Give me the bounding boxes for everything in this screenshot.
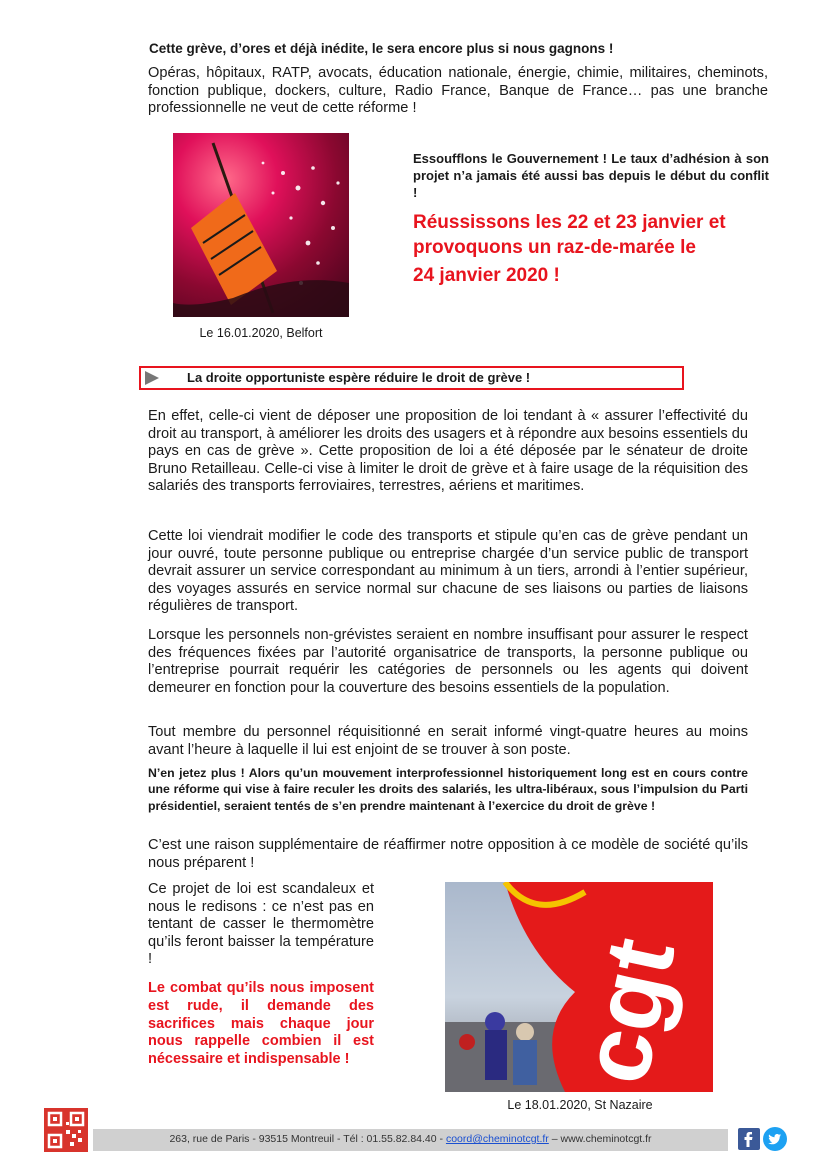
flag-text: cgt [560, 929, 696, 1092]
st-nazaire-caption: Le 18.01.2020, St Nazaire [507, 1098, 653, 1112]
flag-illustration [173, 133, 349, 317]
callout-red-line-3: 24 janvier 2020 ! [413, 265, 560, 286]
callout-red-line-1: Réussissons les 22 et 23 janvier et [413, 212, 726, 233]
left-column-paragraph: Ce projet de loi est scandaleux et nous le redisons : ce n’est pas en tentant de casser le thermomètre qu’ils feront baisser la température ! [148, 881, 374, 968]
footer-address: 263, rue de Paris - 93515 Montreuil - Tél : 01.55.82.84.40 - [169, 1133, 446, 1145]
section-title-box [139, 366, 684, 390]
callout-red-line-2: provoquons un raz-de-marée le [413, 237, 696, 258]
footer-text [93, 1133, 728, 1145]
body-paragraph-4: Tout membre du personnel réquisitionné en serait informé vingt-quatre heures au moins avant l’heure à laquelle il lui est enjoint de se trouver à son poste. [148, 724, 748, 758]
footer-bar [93, 1129, 728, 1151]
section-title: La droite opportuniste espère réduire le droit de grève ! [187, 370, 531, 385]
st-nazaire-photo [445, 882, 713, 1092]
belfort-photo [173, 133, 349, 317]
cgt-flag-illustration [445, 882, 713, 1092]
intro-paragraph: Opéras, hôpitaux, RATP, avocats, éducation nationale, énergie, chimie, militaires, cheminots, fonction publique, dockers, culture, Radio France, Banque de France… pas une branche professionnelle ne veut de cette réforme ! [148, 65, 768, 117]
footer-email-link[interactable]: coord@cheminotcgt.fr [445, 1133, 549, 1145]
body-paragraph-2: Cette loi viendrait modifier le code des transports et stipule qu’en cas de grève pendant un jour ouvré, toute personne publique ou entreprise chargée d’un service public de transport devrait assurer un service correspondant au minimum à un tiers, arrondi à l’entier supérieur, des voyages assurés en service normal sur chacune de ses liaisons ou parties de liaisons régulières de transport. [148, 528, 748, 615]
footer-website-link[interactable]: www.cheminotcgt.fr [560, 1133, 652, 1145]
body-paragraph-3: Lorsque les personnels non-grévistes seraient en nombre insuffisant pour assurer le respect des fréquences fixées par l’autorité organisatrice de transports, la personne publique ou l’entreprise pourrait requérir les catégories de personnels ou les agents qui doivent demeurer en fonction pour la couverture des besoins essentiels de la population. [148, 627, 748, 696]
left-column-red-paragraph: Le combat qu’ils nous imposent est rude, il demande des sacrifices mais chaque jour nous rappelle combien il est nécessaire et indispensable ! [148, 980, 374, 1068]
bold-paragraph: N’en jetez plus ! Alors qu’un mouvement interprofessionnel historiquement long est en cours contre une réforme qui vise à faire reculer les droits des salariés, les ultra-libéraux, sous l’impulsion du Parti présidentiel, seraient tentés de s’en prendre maintenant à l’exercice du droit de grève ! [148, 766, 748, 813]
footer-separator: – [548, 1133, 561, 1145]
body-paragraph-1: En effet, celle-ci vient de déposer une proposition de loi tendant à « assurer l’effectivité du droit au transport, à améliorer les droits des usagers et à répondre aux besoins essentiels du pays en cas de grève ». Cette proposition de loi a été déposée par le sénateur de droite Bruno Retailleau. Celle-ci vise à limiter le droit de grève et à faire usage de la réquisition des salariés des transports ferroviaires, terrestres, aériens et maritimes. [148, 408, 748, 495]
twitter-icon[interactable] [763, 1127, 787, 1151]
facebook-icon[interactable] [738, 1128, 760, 1150]
belfort-caption: Le 16.01.2020, Belfort [199, 326, 323, 340]
body-paragraph-5: C’est une raison supplémentaire de réaffirmer notre opposition à ce modèle de société qu’ils nous préparent ! [148, 837, 748, 871]
triangle-bullet-icon [144, 370, 160, 386]
callout-text: Essoufflons le Gouvernement ! Le taux d’adhésion à son projet n’a jamais été aussi bas depuis le début du conflit ! [413, 151, 769, 200]
qr-code-icon [44, 1108, 88, 1152]
intro-heading: Cette grève, d’ores et déjà inédite, le sera encore plus si nous gagnons ! [149, 41, 614, 56]
